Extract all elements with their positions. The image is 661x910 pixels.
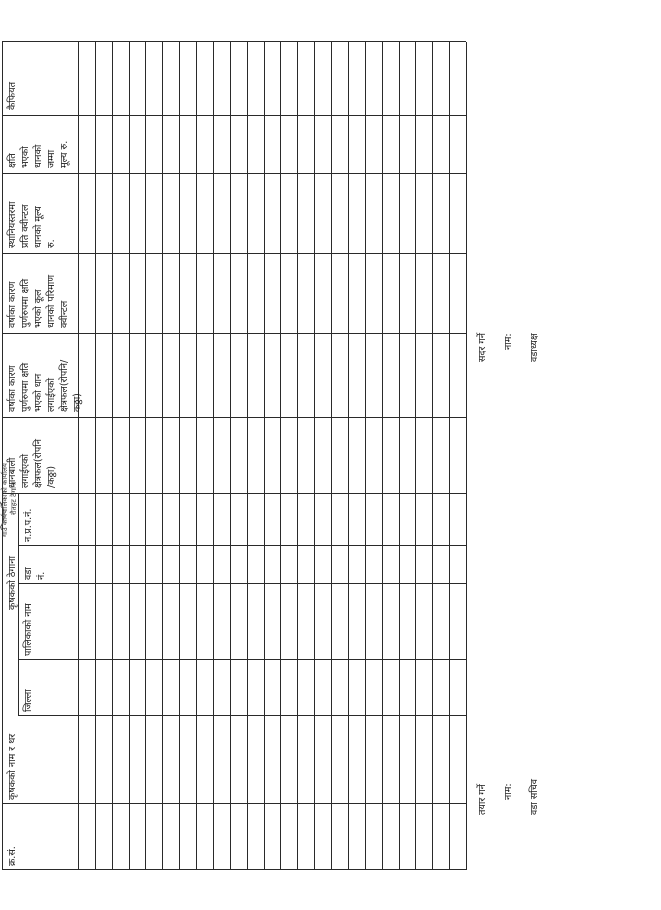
header-farmer-name: कृषकको नाम र थर <box>7 733 18 800</box>
header-ward-old: न.प्र.प.नं. <box>23 508 34 542</box>
header-ward: वडा नं. <box>23 567 47 580</box>
column-divider <box>2 417 466 418</box>
header-divider <box>78 42 79 870</box>
table-row <box>382 42 383 870</box>
prepared-name-label: नाम: <box>503 783 514 800</box>
column-divider <box>2 41 466 42</box>
table-row <box>145 42 146 870</box>
table-border-bottom <box>466 42 467 870</box>
header-total-damage-value: क्षति भएको धानको जम्मा मूल्य रु. <box>7 140 70 168</box>
column-divider <box>2 253 466 254</box>
table-row <box>432 42 433 870</box>
header-remarks: कैफियत <box>7 81 18 110</box>
header-local-price: स्थानियस्तरमा प्रति क्वीन्टल धानको मूल्य रु. <box>7 201 57 248</box>
approved-label: सदर गर्ने <box>477 333 488 362</box>
address-column-divider <box>18 545 466 546</box>
column-divider <box>2 115 466 116</box>
approved-title: वडाध्यक्ष <box>529 333 540 362</box>
header-sn: क्र.सं. <box>7 846 18 866</box>
office-stamp <box>0 445 18 545</box>
table-row <box>264 42 265 870</box>
table-row <box>399 42 400 870</box>
header-municipality: पालिकाको नाम <box>23 603 34 656</box>
address-column-divider <box>18 583 466 584</box>
table-row <box>213 42 214 870</box>
address-column-divider <box>18 659 466 660</box>
table-row <box>314 42 315 870</box>
header-district: जिल्ला <box>23 689 34 712</box>
table-row <box>348 42 349 870</box>
column-divider <box>2 333 466 334</box>
table-row <box>95 42 96 870</box>
prepared-label: तयार गर्ने <box>477 784 488 815</box>
table-row <box>331 42 332 870</box>
address-column-divider <box>18 715 466 716</box>
table-row <box>230 42 231 870</box>
header-paddy-area: धानबाली लगाईएको क्षेत्रफल(रोपनि /कठ्ठा) <box>7 438 57 488</box>
table-row <box>280 42 281 870</box>
table-row <box>112 42 113 870</box>
table-row <box>162 42 163 870</box>
table-row <box>196 42 197 870</box>
header-damage-area: वर्षाका कारण पुर्णरुपमा क्षति भएको धान लगाईएको क्षेत्रफल(रोपनि/ कठ्ठा) <box>7 359 83 412</box>
header-damage-qty: वर्षाका कारण पुर्णरुपमा क्षति भएको कूल धानको परिमाण क्वीन्टल <box>7 274 70 328</box>
column-divider <box>2 803 466 804</box>
column-divider <box>2 173 466 174</box>
table-row <box>297 42 298 870</box>
header-address-group: कृषकको ठेगाना <box>7 556 18 610</box>
stamp-line-3: रौतहट ठेगाना <box>10 481 18 515</box>
table-row <box>415 42 416 870</box>
approved-name-label: नाम: <box>503 333 514 350</box>
table-row <box>129 42 130 870</box>
table-row <box>365 42 366 870</box>
column-divider <box>2 493 466 494</box>
table-row <box>179 42 180 870</box>
table-row <box>247 42 248 870</box>
column-divider <box>2 869 466 870</box>
table-row <box>449 42 450 870</box>
prepared-title: वडा सचिव <box>529 778 540 815</box>
stamp-line-2: गाउँ कार्यपालिकाको कार्यालय <box>1 463 9 537</box>
